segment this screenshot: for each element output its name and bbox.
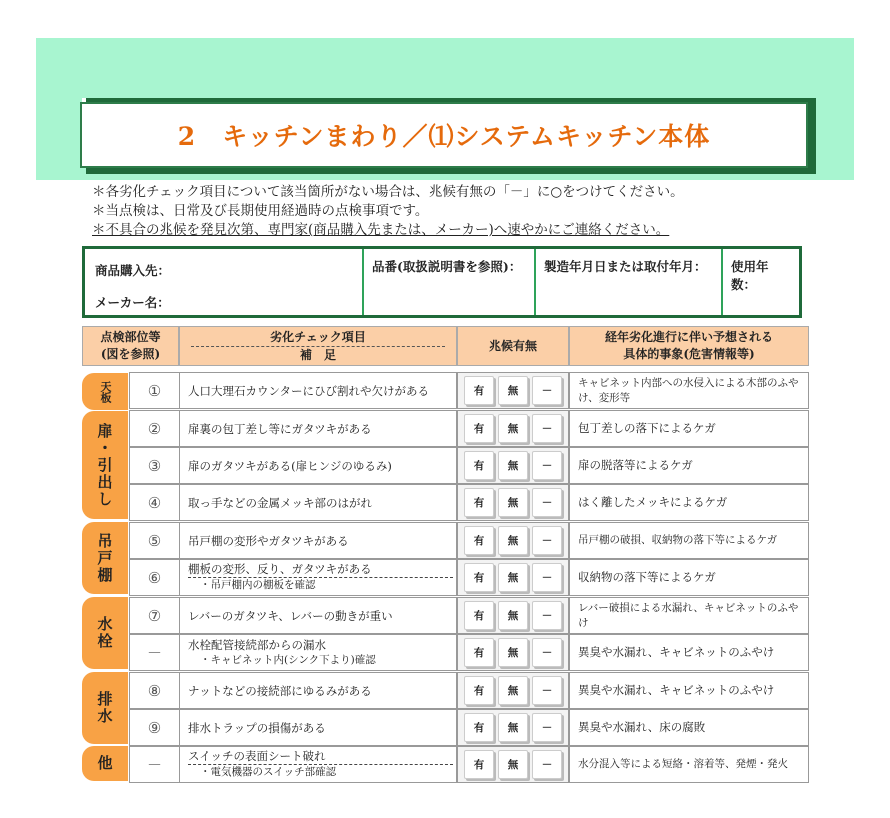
purchase-maker-cell[interactable] xyxy=(85,249,364,315)
na-button[interactable]: － xyxy=(532,414,562,443)
header-sign-label: 兆候有無 xyxy=(488,338,537,353)
years-label: 使用年数： xyxy=(731,259,769,292)
years-cell[interactable] xyxy=(723,249,799,315)
na-button[interactable]: － xyxy=(532,713,562,742)
yes-button[interactable]: 有 xyxy=(464,638,494,667)
header-sign xyxy=(457,326,569,366)
no-button[interactable]: 無 xyxy=(498,750,528,779)
table-row xyxy=(129,484,809,521)
yes-button[interactable]: 有 xyxy=(464,563,494,592)
check-item: 扉裏の包丁差し等にガタツキがある xyxy=(179,410,457,447)
check-item-main: 棚板の変形、反り、ガタツキがある xyxy=(188,562,453,578)
category-tenban: 天板 xyxy=(82,373,128,410)
check-item: 取っ手などの金属メッキ部のはがれ xyxy=(179,484,457,521)
check-item: レバーのガタツキ、レバーの動きが重い xyxy=(179,597,457,634)
model-cell[interactable] xyxy=(364,249,536,315)
event-text: 包丁差しの落下によるケガ xyxy=(569,410,809,447)
yes-button[interactable]: 有 xyxy=(464,676,494,705)
row-number: － xyxy=(129,746,179,783)
yes-button[interactable]: 有 xyxy=(464,414,494,443)
category-faucet: 水栓 xyxy=(82,597,128,669)
event-text: レバー破損による水漏れ、キャビネットのふやけ xyxy=(569,597,809,634)
na-button[interactable]: － xyxy=(532,676,562,705)
event-text: 水分混入等による短絡・溶着等、発煙・発火 xyxy=(569,746,809,783)
table-row xyxy=(129,522,809,559)
na-button[interactable]: － xyxy=(532,750,562,779)
table-row xyxy=(129,672,809,709)
check-item-main: スイッチの表面シート破れ xyxy=(188,749,453,765)
maker-label: メーカー名： xyxy=(95,295,170,310)
na-button[interactable]: － xyxy=(532,376,562,405)
row-number: ⑥ xyxy=(129,559,179,596)
no-button[interactable]: 無 xyxy=(498,676,528,705)
yes-button[interactable]: 有 xyxy=(464,526,494,555)
note-1: ＊各劣化チェック項目について該当箇所がない場合は、兆候有無の「－」に○をつけてください。 xyxy=(92,184,684,200)
yes-button[interactable]: 有 xyxy=(464,451,494,480)
table-row xyxy=(129,597,809,634)
page-title: 2 キッチンまわり／⑴システムキッチン本体 xyxy=(177,122,711,151)
no-button[interactable]: 無 xyxy=(498,526,528,555)
table-row xyxy=(129,410,809,447)
event-text: はく離したメッキによるケガ xyxy=(569,484,809,521)
date-label: 製造年月日または取付年月： xyxy=(544,259,707,274)
category-cabinet: 吊戸棚 xyxy=(82,522,128,594)
no-button[interactable]: 無 xyxy=(498,638,528,667)
row-number: ⑧ xyxy=(129,672,179,709)
check-item xyxy=(179,559,457,596)
row-number: ⑤ xyxy=(129,522,179,559)
event-text: 収納物の落下等によるケガ xyxy=(569,559,809,596)
header-part-line2: (図を参照) xyxy=(100,347,161,361)
yes-button[interactable]: 有 xyxy=(464,601,494,630)
na-button[interactable]: － xyxy=(532,451,562,480)
header-part xyxy=(82,326,179,366)
sign-options xyxy=(457,709,569,746)
check-item: 排水トラップの損傷がある xyxy=(179,709,457,746)
date-cell[interactable] xyxy=(536,249,723,315)
table-row xyxy=(129,559,809,596)
table-row xyxy=(129,372,809,409)
na-button[interactable]: － xyxy=(532,526,562,555)
sign-options xyxy=(457,372,569,409)
category-drain: 排水 xyxy=(82,672,128,744)
no-button[interactable]: 無 xyxy=(498,451,528,480)
sign-options xyxy=(457,746,569,783)
check-item-main: 水栓配管接続部からの漏水 xyxy=(188,637,326,652)
no-button[interactable]: 無 xyxy=(498,414,528,443)
no-button[interactable]: 無 xyxy=(498,563,528,592)
notes xyxy=(92,183,684,240)
purchase-label: 商品購入先： xyxy=(95,263,171,278)
header-band xyxy=(36,38,854,98)
na-button[interactable]: － xyxy=(532,488,562,517)
row-number: ① xyxy=(129,372,179,409)
check-item xyxy=(179,746,457,783)
note-3: ＊不具合の兆候を発見次第、専門家(商品購入先または、メーカー)へ速やかにご連絡ください。 xyxy=(92,222,670,238)
event-text: 吊戸棚の破損、収納物の落下等によるケガ xyxy=(569,522,809,559)
check-item-note: ・キャビネット内(シンク下より)確認 xyxy=(200,653,376,666)
check-item: 人口大理石カウンターにひび割れや欠けがある xyxy=(179,372,457,409)
no-button[interactable]: 無 xyxy=(498,376,528,405)
table-row xyxy=(129,447,809,484)
check-item: 吊戸棚の変形やガタツキがある xyxy=(179,522,457,559)
table-row xyxy=(129,746,809,783)
sign-options xyxy=(457,634,569,671)
na-button[interactable]: － xyxy=(532,563,562,592)
yes-button[interactable]: 有 xyxy=(464,713,494,742)
row-number: ⑦ xyxy=(129,597,179,634)
header-event-line2: 具体的事象(危害情報等) xyxy=(623,347,755,361)
row-number: － xyxy=(129,634,179,671)
note-2: ＊当点検は、日常及び長期使用経過時の点検事項です。 xyxy=(92,203,429,219)
header-event-line1: 経年劣化進行に伴い予想される xyxy=(604,330,773,344)
header-check xyxy=(179,326,457,366)
product-info-box xyxy=(82,246,802,318)
yes-button[interactable]: 有 xyxy=(464,488,494,517)
check-item-note: ・電気機器のスイッチ部確認 xyxy=(200,766,337,778)
sign-options xyxy=(457,447,569,484)
category-door: 扉・引出し xyxy=(82,411,128,519)
row-number: ② xyxy=(129,410,179,447)
yes-button[interactable]: 有 xyxy=(464,750,494,779)
row-number: ③ xyxy=(129,447,179,484)
na-button[interactable]: － xyxy=(532,638,562,667)
table-row xyxy=(129,709,809,746)
no-button[interactable]: 無 xyxy=(498,488,528,517)
sign-options xyxy=(457,559,569,596)
sign-options xyxy=(457,522,569,559)
table-row xyxy=(129,634,809,671)
check-item: 扉のガタツキがある(扉ヒンジのゆるみ) xyxy=(179,447,457,484)
no-button[interactable]: 無 xyxy=(498,713,528,742)
sign-options xyxy=(457,672,569,709)
event-text: 異臭や水漏れ、キャビネットのふやけ xyxy=(569,672,809,709)
header-check-line2: 補 足 xyxy=(299,347,336,362)
header-part-line1: 点検部位等 xyxy=(100,330,161,344)
sign-options xyxy=(457,410,569,447)
header-check-line1: 劣化チェック項目 xyxy=(191,329,445,347)
sign-options xyxy=(457,484,569,521)
event-text: 異臭や水漏れ、キャビネットのふやけ xyxy=(569,634,809,671)
yes-button[interactable]: 有 xyxy=(464,376,494,405)
model-label: 品番(取扱説明書を参照)： xyxy=(372,259,522,274)
header-event xyxy=(569,326,809,366)
na-button[interactable]: － xyxy=(532,601,562,630)
check-item xyxy=(179,634,457,671)
event-text: キャビネット内部への水侵入による木部のふやけ、変形等 xyxy=(569,372,809,409)
check-item-note: ・吊戸棚内の棚板を確認 xyxy=(200,579,316,591)
title-box xyxy=(80,102,808,168)
check-item: ナットなどの接続部にゆるみがある xyxy=(179,672,457,709)
category-other: 他 xyxy=(82,746,128,781)
row-number: ④ xyxy=(129,484,179,521)
row-number: ⑨ xyxy=(129,709,179,746)
no-button[interactable]: 無 xyxy=(498,601,528,630)
event-text: 扉の脱落等によるケガ xyxy=(569,447,809,484)
event-text: 異臭や水漏れ、床の腐敗 xyxy=(569,709,809,746)
sign-options xyxy=(457,597,569,634)
